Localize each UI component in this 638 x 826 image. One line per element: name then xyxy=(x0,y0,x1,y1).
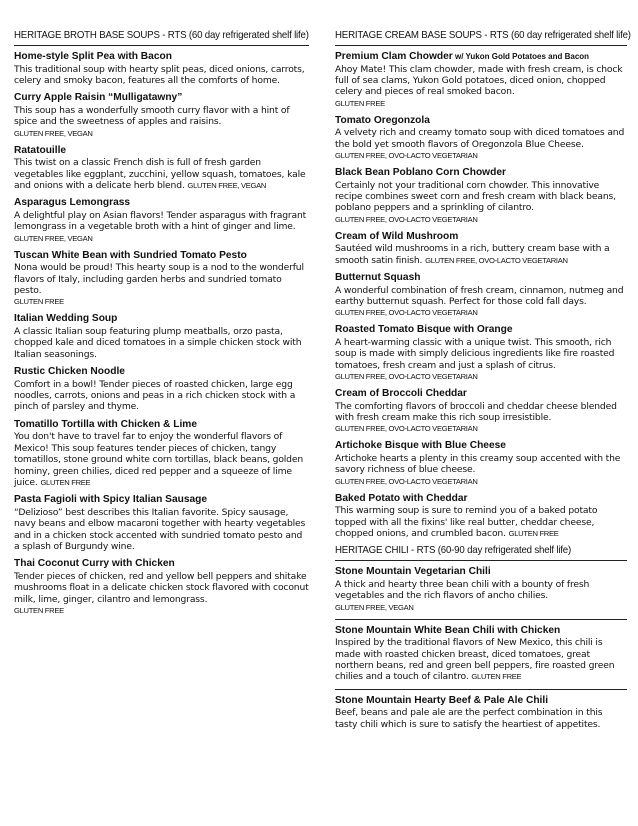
item-dietary-tags: GLUTEN FREE xyxy=(471,672,522,682)
item-name: Tomato Oregonzola xyxy=(335,114,430,126)
item-name: Black Bean Poblano Corn Chowder xyxy=(335,167,506,179)
menu-item xyxy=(335,324,627,382)
item-name-text: Premium Clam Chowder xyxy=(335,51,453,62)
menu-item xyxy=(335,625,627,683)
item-name: Home-style Split Pea with Bacon xyxy=(14,51,172,62)
menu-item xyxy=(335,493,627,540)
menu-item xyxy=(335,388,627,434)
item-name: Cream of Broccoli Cheddar xyxy=(335,388,467,400)
menu-item xyxy=(335,566,627,612)
broth-soups-column xyxy=(14,30,309,622)
menu-item xyxy=(14,494,309,552)
item-description: A wonderful combination of fresh cream, cinnamon, nutmeg and earthy butternut squash. Perfect for those cold fall days. xyxy=(335,284,624,307)
menu-item xyxy=(335,272,627,318)
item-dietary-tags: GLUTEN FREE, OVO-LACTO VEGETARIAN xyxy=(335,308,478,318)
item-description xyxy=(14,157,309,191)
item-name: Tomatillo Tortilla with Chicken & Lime xyxy=(14,418,198,430)
item-dietary-tags: GLUTEN FREE, VEGAN xyxy=(187,180,267,190)
item-description: This traditional soup with hearty split peas, diced onions, carrots, celery and smoky bacon, features all the comforts of home. xyxy=(14,63,305,86)
item-dietary-tags: GLUTEN FREE, OVO-LACTO VEGETARIAN xyxy=(335,214,478,224)
item-dietary-tags: GLUTEN FREE xyxy=(335,98,385,108)
item-name: Butternut Squash xyxy=(335,272,421,284)
item-dietary-tags: GLUTEN FREE xyxy=(508,529,559,539)
item-name: Baked Potato with Cheddar xyxy=(335,492,468,504)
menu-item xyxy=(14,197,309,243)
item-dietary-tags: GLUTEN FREE xyxy=(40,477,91,487)
item-description: Beef, beans and pale ale are the perfect combination in this tasty chili which is sure to satisfy the heartiest of appetites. xyxy=(335,707,603,730)
menu-item xyxy=(14,51,309,86)
item-description: Tender pieces of chicken, red and yellow bell peppers and shitake mushrooms float in a delicate chicken stock flavored with coconut milk, lime, ginger, cilantro and lemongrass. xyxy=(14,570,309,605)
item-dietary-tags: GLUTEN FREE, OVO-LACTO VEGETARIAN xyxy=(425,255,568,265)
item-description: “Delizioso” best describes this Italian favorite. Spicy sausage, navy beans and elbow macaroni together with hearty vegetables and in a chicken stock accented with sundried tomato pesto and a splash of Burgundy wine. xyxy=(14,506,306,553)
item-dietary-tags: GLUTEN FREE, OVO-LACTO VEGETARIAN xyxy=(335,151,478,161)
item-dietary-tags: GLUTEN FREE, OVO-LACTO VEGETARIAN xyxy=(335,476,478,486)
cream-and-chili-column xyxy=(335,30,631,736)
item-name: Cream of Wild Mushroom xyxy=(335,230,459,242)
item-description-text: You don't have to travel far to enjoy the wonderful flavors of Mexico! This soup features tender pieces of chicken, tangy tomatillos, stone ground white corn tortillas, black beans, golden hominy, green chilies, diced red pepper and a squeeze of lime juice. xyxy=(14,431,304,488)
item-divider xyxy=(335,619,627,620)
item-dietary-tags: GLUTEN FREE, VEGAN xyxy=(335,602,414,612)
section-divider xyxy=(335,560,627,561)
item-description xyxy=(335,243,627,266)
item-description: A velvety rich and creamy tomato soup with diced tomatoes and the bold yet smooth flavors of Oregonzola Blue Cheese. xyxy=(335,127,625,150)
item-name: Ratatouille xyxy=(14,144,67,156)
section-divider xyxy=(14,45,309,46)
item-name: Asparagus Lemongrass xyxy=(14,197,131,209)
broth-section-header: HERITAGE BROTH BASE SOUPS - RTS (60 day refrigerated shelf life) xyxy=(14,30,309,41)
item-name: Rustic Chicken Noodle xyxy=(14,366,125,378)
menu-item xyxy=(335,167,627,225)
item-dietary-tags: GLUTEN FREE xyxy=(14,606,64,616)
menu-item xyxy=(14,419,309,489)
item-name: Curry Apple Raisin “Mulligatawny” xyxy=(14,92,183,104)
item-description: Artichoke hearts a plenty in this creamy soup accented with the savory richness of blue cheese. xyxy=(335,452,621,476)
item-dietary-tags: GLUTEN FREE xyxy=(14,297,64,307)
item-description xyxy=(335,637,627,683)
menu-item xyxy=(14,558,309,616)
item-name: Thai Coconut Curry with Chicken xyxy=(14,558,175,570)
item-dietary-tags: GLUTEN FREE, OVO-LACTO VEGETARIAN xyxy=(335,372,478,382)
item-name xyxy=(335,51,627,64)
menu-item xyxy=(335,115,627,161)
item-dietary-tags: GLUTEN FREE, VEGAN xyxy=(14,128,93,138)
item-description: A thick and hearty three bean chili with a bounty of fresh vegetables and the rich flavors of ancho chilies. xyxy=(335,578,590,602)
item-description-text: This warming soup is sure to remind you of a baked potato topped with all the fixins' like real butter, cheddar cheese, chopped onions, and crumbled bacon. xyxy=(335,505,598,540)
menu-item xyxy=(335,440,627,486)
item-name: Artichoke Bisque with Blue Cheese xyxy=(335,440,506,452)
menu-item xyxy=(14,145,309,192)
item-description: Nona would be proud! This hearty soup is a nod to the wonderful flavors of Italy, including garden herbs and sundried tomato pesto. xyxy=(14,262,304,296)
item-description: A classic Italian soup featuring plump meatballs, orzo pasta, chopped kale and diced tomatoes in a simple chicken stock with Italian seasonings. xyxy=(14,325,302,360)
item-divider xyxy=(335,689,627,690)
item-description: Comfort in a bowl! Tender pieces of roasted chicken, large egg noodles, carrots, onions and peas in a rich chicken stock with a pinch of parsley and thyme. xyxy=(14,378,296,413)
item-dietary-tags: GLUTEN FREE, VEGAN xyxy=(14,233,93,243)
item-name: Italian Wedding Soup xyxy=(14,313,118,325)
item-description xyxy=(14,431,309,488)
item-description: The comforting flavors of broccoli and cheddar cheese blended with fresh cream make this rich soup irresistible. xyxy=(335,400,617,423)
item-description-text: Inspired by the traditional flavors of New Mexico, this chili is made with roasted chicken breast, diced tomatoes, great northern beans, red and green bell peppers, fire roasted green chilies and a touch of cilantro. xyxy=(335,637,615,683)
item-name: Stone Mountain White Bean Chili with Chicken xyxy=(335,624,561,636)
menu-item xyxy=(14,250,309,308)
menu-item xyxy=(14,92,309,138)
item-description: Ahoy Mate! This clam chowder, made with fresh cream, is chock full of sea clams, Yukon Gold potatoes, diced onion, chopped celery and pieces of real smoked bacon. xyxy=(335,63,623,98)
item-name-subtitle: w/ Yukon Gold Potatoes and Bacon xyxy=(452,52,590,61)
item-description-text: This twist on a classic French dish is full of fresh garden vegetables like eggplant, zucchini, yellow squash, tomatoes, kale and onions with a delicate herb blend. xyxy=(14,157,306,191)
menu-item xyxy=(335,51,627,109)
menu-item xyxy=(335,231,627,266)
menu-item xyxy=(14,313,309,360)
item-description xyxy=(335,505,627,539)
section-divider xyxy=(335,45,627,46)
item-description-text: Sautéed wild mushrooms in a rich, buttery cream base with a smooth satin finish. xyxy=(335,243,610,266)
chili-section-header: HERITAGE CHILI - RTS (60-90 day refrigerated shelf life) xyxy=(335,545,572,557)
item-name: Pasta Fagioli with Spicy Italian Sausage xyxy=(14,494,208,506)
item-name: Stone Mountain Hearty Beef & Pale Ale Chili xyxy=(335,694,549,706)
item-description: This soup has a wonderfully smooth curry flavor with a hint of spice and the sweetness of apples and raisins. xyxy=(14,104,290,128)
item-name: Roasted Tomato Bisque with Orange xyxy=(335,324,513,336)
cream-section-header: HERITAGE CREAM BASE SOUPS - RTS (60 day refrigerated shelf life) xyxy=(335,30,631,41)
item-description: A delightful play on Asian flavors! Tender asparagus with fragrant lemongrass in a vegetable broth with a hint of ginger and lime. xyxy=(14,209,307,233)
item-dietary-tags: GLUTEN FREE, OVO-LACTO VEGETARIAN xyxy=(335,424,478,434)
menu-item xyxy=(14,366,309,413)
item-name: Stone Mountain Vegetarian Chili xyxy=(335,566,491,578)
item-description: A heart-warming classic with a unique twist. This smooth, rich soup is made with simply delicious ingredients like fire roasted tomatoes, fresh cream and just a splash of citrus. xyxy=(335,336,615,371)
menu-item xyxy=(335,695,627,730)
item-name: Tuscan White Bean with Sundried Tomato Pesto xyxy=(14,249,247,261)
item-description: Certainly not your traditional corn chowder. This innovative recipe combines sweet corn and fresh cream with black beans, poblano peppers and a sprinkling of cilantro. xyxy=(335,179,616,214)
